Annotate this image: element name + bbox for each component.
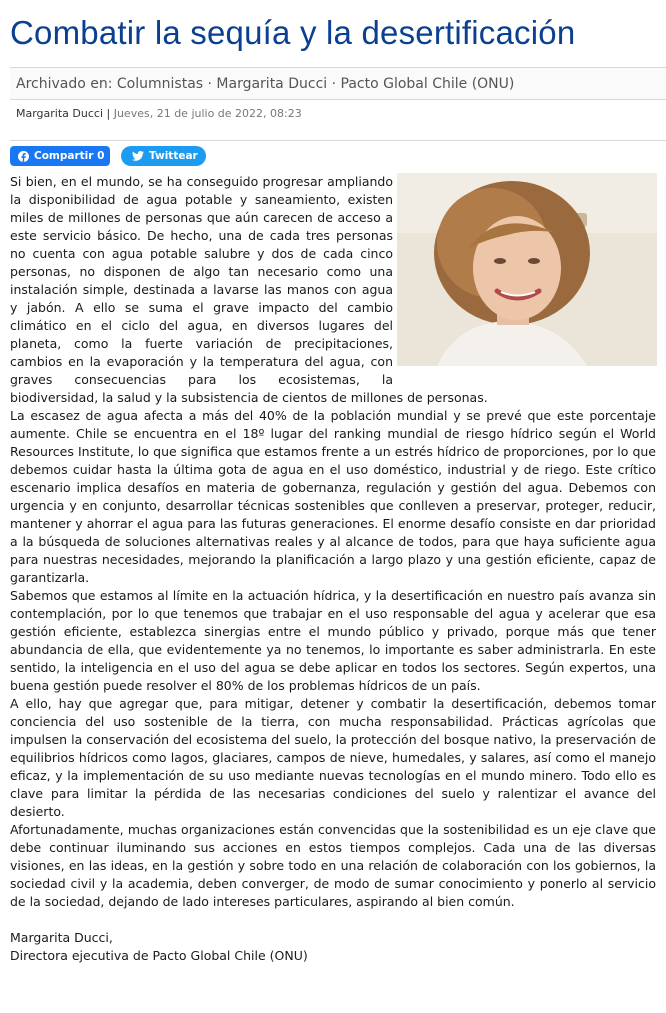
twitter-share-label: Twittear — [149, 150, 198, 162]
paragraph: Sabemos que estamos al límite en la actuación hídrica, y la desertificación en nuestro país avanza sin contemplación, por lo que tenemos que trabajar en el uso responsable del agua y acelerar que esa gestión eficiente, establezca sinergias entre el mundo público y privado, porque más que tener abundancia de ella, que evidentemente ya no tenemos, lo importante es saber administrarla. En este sentido, la inteligencia en el uso del agua se debe aplicar en todos los sectores. Según expertos, una buena gestión puede resolver el 80% de los problemas hídricos de un país. — [10, 588, 656, 693]
facebook-icon — [18, 151, 29, 162]
byline — [16, 107, 302, 120]
paragraph: A ello, hay que agregar que, para mitigar, detener y combatir la desertificación, debemos tomar conciencia del uso sostenible de la tierra, con mucha responsabilidad. Prácticas agrícolas que impulsen la conservación del ecosistema del suelo, la protección del bosque nativo, la preservación de equilibrios hídricos como lagos, glaciares, campos de nieve, humedales, y salares, así como el manejo eficaz, y la implementación de su uso mediante nuevas tecnologías en el mundo minero. Todo ello es clave para limitar la pérdida de las necesarias condiciones del suelo y ralentizar el avance del desierto. — [10, 696, 656, 819]
signature-role: Directora ejecutiva de Pacto Global Chile (ONU) — [10, 948, 308, 963]
facebook-share-button[interactable] — [10, 146, 110, 166]
author-name[interactable]: Margarita Ducci — [16, 107, 104, 120]
signature-name: Margarita Ducci, — [10, 930, 113, 945]
twitter-icon — [132, 151, 144, 161]
publish-date: Jueves, 21 de julio de 2022, 08:23 — [113, 107, 302, 120]
divider — [10, 140, 666, 141]
archived-bar — [10, 67, 666, 100]
signature — [10, 929, 656, 965]
paragraph: Afortunadamente, muchas organizaciones están convencidas que la sostenibilidad es un eje clave que debe continuar iluminando sus acciones en estos tiempos complejos. Cada una de las diversas visiones, en las ideas, en la gestión y sobre todo en una relación de colaboración con los gobiernos, la sociedad civil y la academia, deben converger, de modo de sumar conocimiento y ponerlo al servicio de la sociedad, dejando de lado intereses particulares, aspirando al bien común. — [10, 822, 656, 909]
facebook-share-label: Compartir 0 — [34, 150, 105, 162]
archived-tags[interactable]: Archivado en: Columnistas · Margarita Ducci · Pacto Global Chile (ONU) — [16, 76, 515, 92]
paragraph: Si bien, en el mundo, se ha conseguido progresar ampliando la disponibilidad de agua potable y saneamiento, existen miles de millones de personas que aún carecen de acceso a este servicio básico. De hecho, una de cada tres personas no cuenta con agua potable salubre y dos de cada cinco personas, no disponen de algo tan necesario como una instalación simple, destinada a lavarse las manos con agua y jabón. A ello se suma el grave impacto del cambio climático en el ciclo del agua, en diversos lugares del planeta, como la fuerte variación de precipitaciones, cambios en la evaporación y la temperatura del agua, con graves consecuencias para los ecosistemas, la biodiversidad, la salud y la subsistencia de cientos de millones de personas. — [10, 174, 488, 405]
page-title: Combatir la sequía y la desertificación — [10, 14, 576, 51]
photo-spacer — [393, 173, 656, 373]
twitter-share-button[interactable] — [121, 146, 206, 166]
article-body — [10, 173, 656, 965]
paragraph: La escasez de agua afecta a más del 40% de la población mundial y se prevé que este porcentaje aumente. Chile se encuentra en el 18º lugar del ranking mundial de riesgo hídrico según el World Resources Institute, lo que significa que estamos frente a un estrés hídrico de proporciones, por lo que debemos cuidar hasta la última gota de agua en el uso doméstico, industrial y de riego. Este crítico escenario implica desafíos en materia de gobernanza, regulación y gestión del agua. Debemos con urgencia y en conjunto, desarrollar técnicas sostenibles que conlleven a preservar, proteger, reducir, mantener y ahorrar el agua para las futuras generaciones. El enorme desafío consiste en dar prioridad a la búsqueda de soluciones alternativas reales y al alcance de todos, para que haya suficiente agua para nuestras necesidades, mejorando la planificación a largo plazo y una gestión eficiente, capaz de garantizarla. — [10, 408, 656, 585]
byline-separator: | — [103, 107, 114, 120]
